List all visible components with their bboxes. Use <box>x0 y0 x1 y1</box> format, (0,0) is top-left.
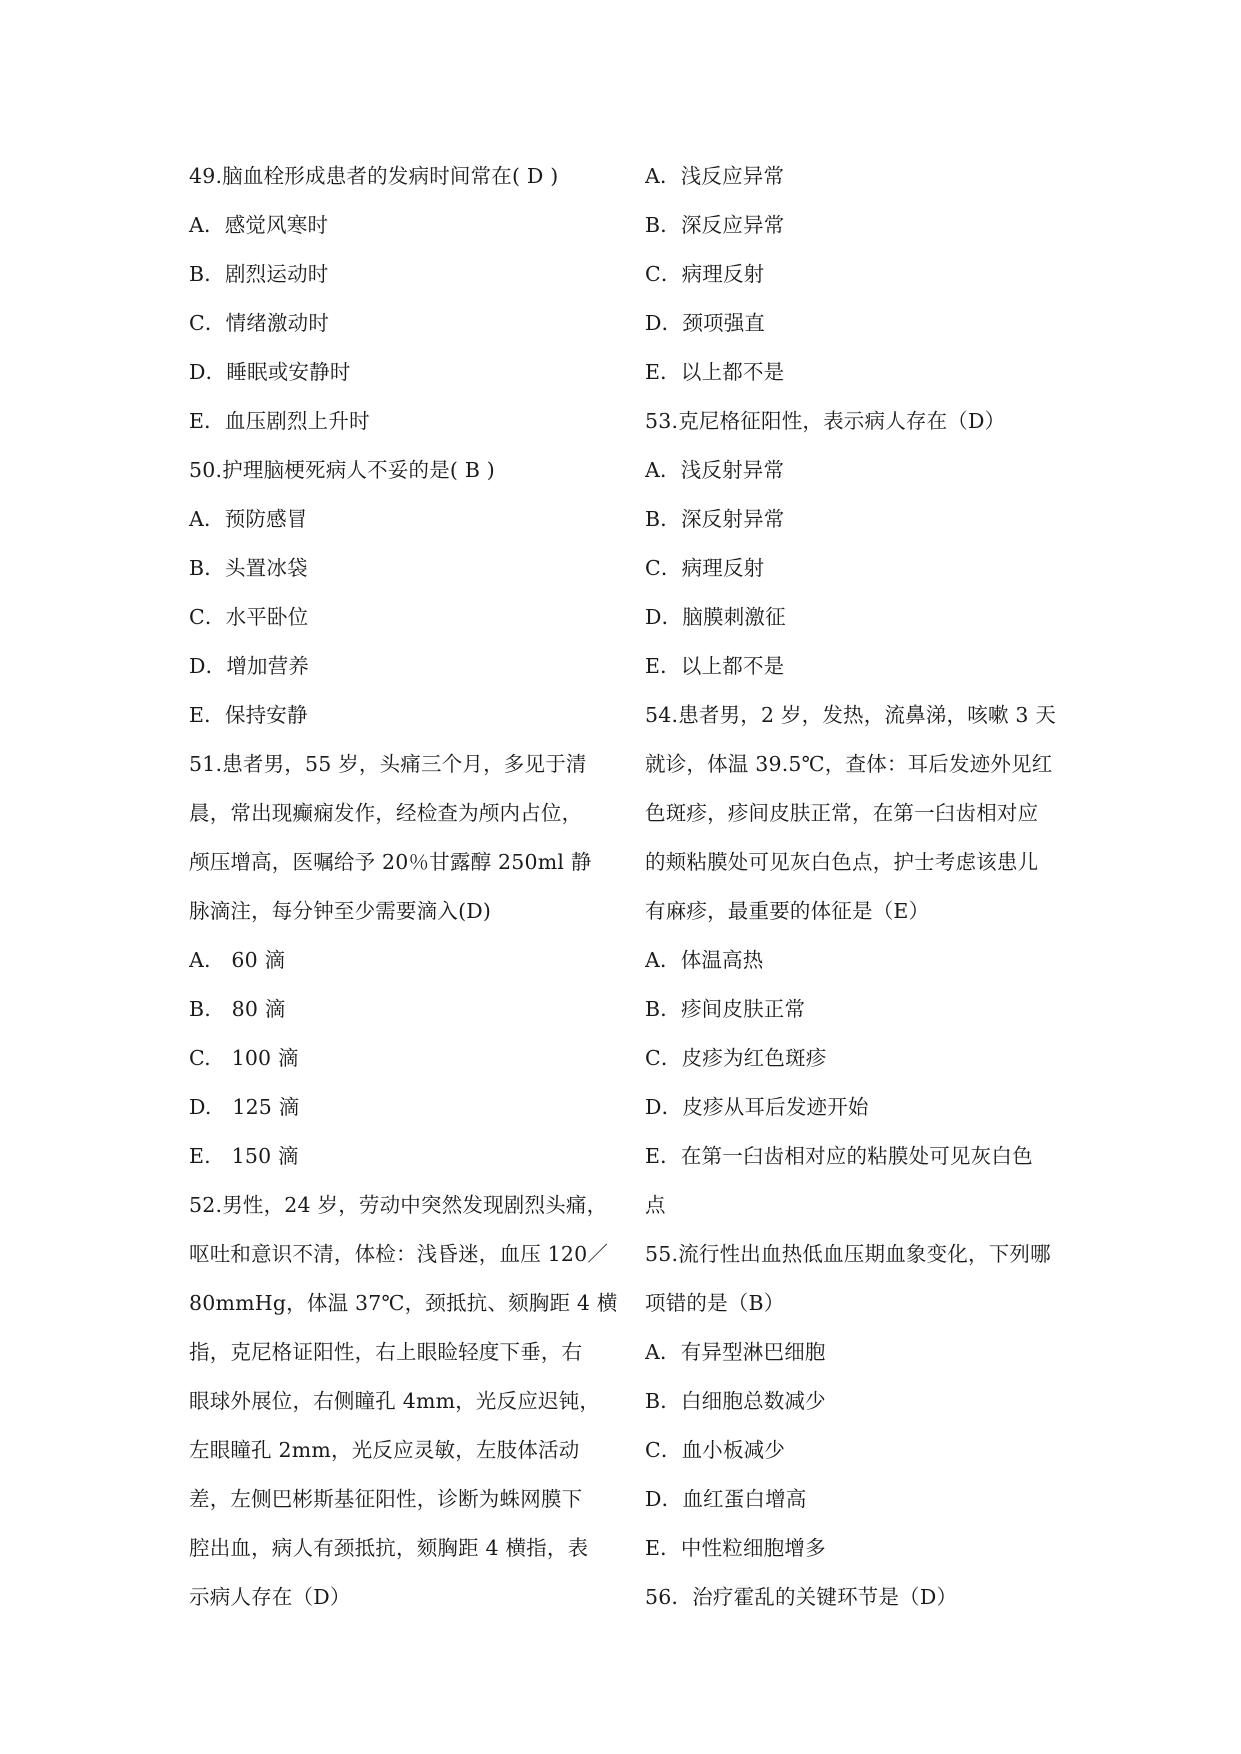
text-line: A．体温高热 <box>645 948 764 972</box>
text-line: E．血压剧烈上升时 <box>189 409 370 433</box>
text-line: A．浅反应异常 <box>645 164 785 188</box>
text-line: 49.脑血栓形成患者的发病时间常在( D ) <box>189 164 559 188</box>
text-line: 53.克尼格征阳性，表示病人存在（D） <box>645 409 1006 433</box>
text-line: C. 100 滴 <box>189 1046 299 1070</box>
text-line: A．预防感冒 <box>189 507 308 531</box>
text-line: 就诊，体温 39.5℃，查体：耳后发迹外见红 <box>645 752 1053 776</box>
text-line: D．血红蛋白增高 <box>645 1487 807 1511</box>
text-line: 色斑疹，疹间皮肤正常，在第一臼齿相对应 <box>645 801 1039 825</box>
text-line: 55.流行性出血热低血压期血象变化，下列哪 <box>645 1242 1051 1266</box>
text-line: 51.患者男，55 岁，头痛三个月，多见于清 <box>189 752 587 776</box>
text-line: 左眼瞳孔 2mm，光反应灵敏，左肢体活动 <box>189 1438 580 1462</box>
text-line: 50.护理脑梗死病人不妥的是( B ) <box>189 458 495 482</box>
text-line: 52.男性，24 岁，劳动中突然发现剧烈头痛， <box>189 1193 608 1217</box>
right-column <box>645 152 1070 1622</box>
text-line: 54.患者男，2 岁，发热，流鼻涕，咳嗽 3 天 <box>645 703 1057 727</box>
text-line: D．脑膜刺激征 <box>645 605 786 629</box>
text-line: A．有异型淋巴细胞 <box>645 1340 826 1364</box>
text-line: D. 125 滴 <box>189 1095 300 1119</box>
text-line: 示病人存在（D） <box>189 1585 351 1609</box>
text-line: C．情绪激动时 <box>189 311 330 335</box>
text-line: A. 60 滴 <box>189 948 286 972</box>
left-column <box>189 152 618 1622</box>
text-line: 的颊粘膜处可见灰白色点，护士考虑该患儿 <box>645 850 1039 874</box>
text-line: C．血小板减少 <box>645 1438 786 1462</box>
text-line: E．保持安静 <box>189 703 308 727</box>
text-line: 56．治疗霍乱的关键环节是（D） <box>645 1585 958 1609</box>
text-line: D．颈项强直 <box>645 311 766 335</box>
text-line: 点 <box>645 1193 666 1217</box>
text-line: 项错的是（B） <box>645 1291 785 1315</box>
text-line: C．病理反射 <box>645 262 765 286</box>
text-line: 80mmHg，体温 37℃，颈抵抗、颏胸距 4 横 <box>189 1291 618 1315</box>
text-line: A．感觉风寒时 <box>189 213 329 237</box>
text-line: E. 150 滴 <box>189 1144 299 1168</box>
text-line: C．皮疹为红色斑疹 <box>645 1046 827 1070</box>
text-line: E．在第一臼齿相对应的粘膜处可见灰白色 <box>645 1144 1033 1168</box>
text-line: B．疹间皮肤正常 <box>645 997 806 1021</box>
text-line: D．增加营养 <box>189 654 310 678</box>
text-line: B．白细胞总数减少 <box>645 1389 826 1413</box>
text-line: A．浅反射异常 <box>645 458 785 482</box>
text-line: 呕吐和意识不清，体检：浅昏迷，血压 120／ <box>189 1242 609 1266</box>
text-line: E．中性粒细胞增多 <box>645 1536 826 1560</box>
text-line: D．睡眠或安静时 <box>189 360 351 384</box>
text-line: E．以上都不是 <box>645 360 785 384</box>
text-line: B．头置冰袋 <box>189 556 308 580</box>
text-line: 腔出血，病人有颈抵抗，颏胸距 4 横指，表 <box>189 1536 589 1560</box>
text-line: 指，克尼格证阳性，右上眼睑轻度下垂，右 <box>189 1340 583 1364</box>
text-line: 颅压增高，医嘱给予 20％甘露醇 250ml 静 <box>189 850 592 874</box>
text-line: 眼球外展位，右侧瞳孔 4mm，光反应迟钝， <box>189 1389 601 1413</box>
text-line: E．以上都不是 <box>645 654 785 678</box>
text-line: 脉滴注，每分钟至少需要滴入(D) <box>189 899 492 923</box>
text-line: D．皮疹从耳后发迹开始 <box>645 1095 869 1119</box>
text-line: B．深反应异常 <box>645 213 785 237</box>
text-line: B．剧烈运动时 <box>189 262 329 286</box>
text-line: B．深反射异常 <box>645 507 785 531</box>
text-line: C．水平卧位 <box>189 605 309 629</box>
text-line: C．病理反射 <box>645 556 765 580</box>
text-line: 有麻疹，最重要的体征是（E） <box>645 899 930 923</box>
text-line: B. 80 滴 <box>189 997 286 1021</box>
text-line: 差，左侧巴彬斯基征阳性，诊断为蛛网膜下 <box>189 1487 583 1511</box>
text-line: 晨，常出现癫痫发作，经检查为颅内占位， <box>189 801 583 825</box>
